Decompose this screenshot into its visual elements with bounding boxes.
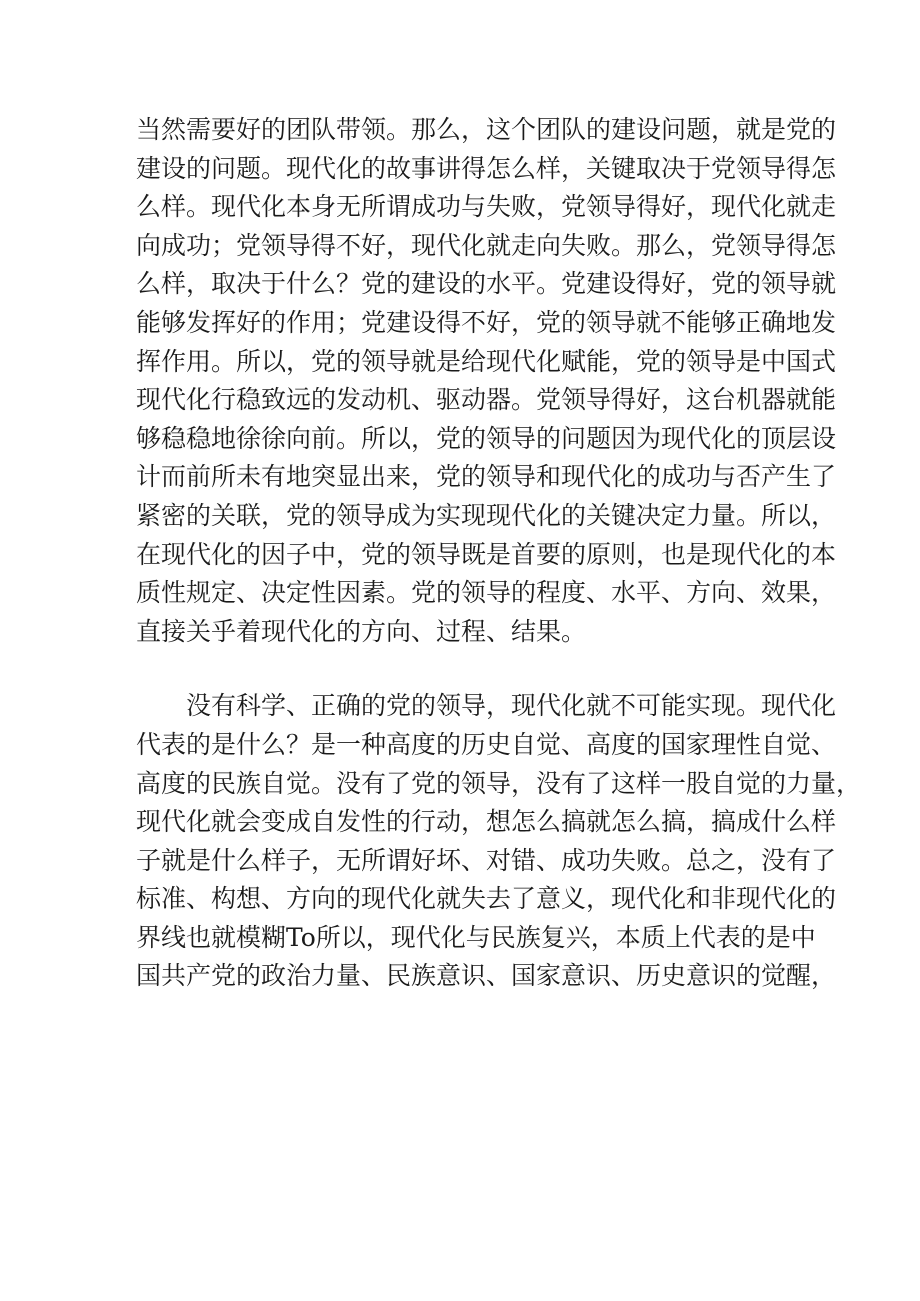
text-line: 在现代化的因子中，党的领导既是首要的原则，也是现代化的本: [136, 539, 837, 569]
text-line: 没有科学、正确的党的领导，现代化就不可能实现。现代化: [186, 691, 837, 721]
text-line: 现代化就会变成自发性的行动，想怎么搞就怎么搞，搞成什么样: [136, 807, 837, 837]
text-line: 么样，取决于什么？党的建设的水平。党建设得好，党的领导就: [136, 269, 837, 299]
text-line: 么样。现代化本身无所谓成功与失败，党领导得好，现代化就走: [136, 192, 837, 222]
document-body: [136, 111, 862, 996]
text-line: 挥作用。所以，党的领导就是给现代化赋能，党的领导是中国式: [136, 346, 837, 376]
paragraph-spacer: [136, 651, 796, 687]
text-line: 建设的问题。现代化的故事讲得怎么样，关键取决于党领导得怎: [136, 153, 837, 183]
text-line: 现代化行稳致远的发动机、驱动器。党领导得好，这台机器就能: [136, 385, 837, 415]
text-line: 高度的民族自觉。没有了党的领导，没有了这样一股自觉的力量，: [136, 768, 862, 798]
text-line: 直接关乎着现代化的方向、过程、结果。: [136, 616, 587, 646]
text-line: 紧密的关联，党的领导成为实现现代化的关键决定力量。所以，: [136, 500, 837, 530]
text-line: 当然需要好的团队带领。那么，这个团队的建设问题，就是党的: [136, 115, 837, 144]
paragraph-2: [136, 687, 862, 996]
text-line: 代表的是什么？是一种高度的历史自觉、高度的国家理性自觉、: [136, 729, 837, 759]
paragraph-1: [136, 111, 837, 651]
text-line: 国共产党的政治力量、民族意识、国家意识、历史意识的觉醒，: [136, 961, 837, 991]
text-line: 界线也就模糊To所以，现代化与民族复兴，本质上代表的是中: [136, 922, 816, 952]
text-line: 质性规定、决定性因素。党的领导的程度、水平、方向、效果，: [136, 578, 837, 608]
text-line: 计而前所未有地突显出来，党的领导和现代化的成功与否产生了: [136, 462, 837, 492]
text-line: 向成功；党领导得不好，现代化就走向失败。那么，党领导得怎: [136, 230, 837, 260]
text-line: 子就是什么样子，无所谓好坏、对错、成功失败。总之，没有了: [136, 845, 837, 875]
text-line: 够稳稳地徐徐向前。所以，党的领导的问题因为现代化的顶层设: [136, 423, 837, 453]
text-line: 能够发挥好的作用；党建设得不好，党的领导就不能够正确地发: [136, 307, 837, 337]
text-line: 标准、构想、方向的现代化就失去了意义，现代化和非现代化的: [136, 884, 837, 914]
